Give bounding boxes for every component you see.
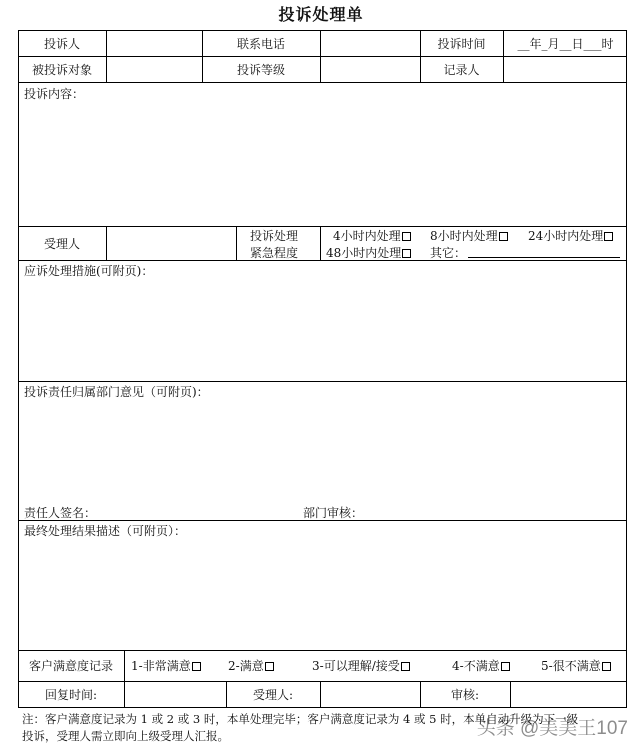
- urgency-option-label: 24小时内处理: [528, 229, 604, 243]
- recorder-field[interactable]: [504, 56, 627, 82]
- urgency-label-line2: 紧急程度: [250, 246, 299, 260]
- handler-label: 受理人: [43, 236, 80, 251]
- checkbox-icon[interactable]: [192, 662, 201, 671]
- satisfaction-option-label: 5-很不满意: [541, 659, 601, 673]
- satisfaction-option-3[interactable]: [312, 657, 410, 674]
- form-title: 投诉处理单: [278, 5, 364, 24]
- urgency-other: [430, 244, 466, 261]
- satisfaction-option-5[interactable]: [541, 657, 611, 674]
- complaint-time-label: 投诉时间: [437, 36, 486, 51]
- review-label: 审核:: [450, 688, 480, 702]
- footnote-line-1: 注：客户满意度记录为 1 或 2 或 3 时，本单处理完毕；客户满意度记录为 4 或 5 时，本单自动升级为下一级: [22, 712, 579, 726]
- divider: [18, 381, 627, 382]
- urgency-option-label: 8小时内处理: [430, 229, 498, 243]
- checkbox-icon[interactable]: [604, 232, 613, 241]
- dept-review-label: 部门审核：: [303, 506, 364, 520]
- complaint-level-label: 投诉等级: [236, 62, 285, 77]
- satisfaction-option-label: 2-满意: [228, 659, 264, 673]
- complainant-label: 投诉人: [43, 36, 80, 51]
- recorder-label: 记录人: [443, 62, 480, 77]
- complaint-level-field[interactable]: [321, 56, 420, 82]
- urgency-option-48h[interactable]: [326, 244, 411, 261]
- satisfaction-option-1[interactable]: [131, 657, 201, 674]
- checkbox-icon[interactable]: [501, 662, 510, 671]
- complaint-target-label: 被投诉对象: [31, 62, 92, 77]
- phone-field[interactable]: [321, 30, 420, 56]
- checkbox-icon[interactable]: [402, 249, 411, 258]
- satisfaction-option-2[interactable]: [228, 657, 274, 674]
- measures-label: 应诉处理措施(可附页)：: [24, 264, 154, 278]
- satisfaction-option-label: 4-不满意: [452, 659, 500, 673]
- urgency-other-label: 其它：: [430, 246, 467, 260]
- urgency-other-field[interactable]: [468, 243, 620, 258]
- complaint-content-label: 投诉内容：: [24, 87, 85, 101]
- satisfaction-option-label: 1-非常满意: [131, 659, 191, 673]
- checkbox-icon[interactable]: [602, 662, 611, 671]
- urgency-option-label: 48小时内处理: [326, 246, 402, 260]
- footnote-line-2: 投诉，受理人需立即向上级受理人汇报。: [22, 729, 229, 743]
- checkbox-icon[interactable]: [401, 662, 410, 671]
- urgency-option-8h[interactable]: [430, 227, 508, 244]
- reply-time-field[interactable]: [125, 681, 226, 708]
- divider: [124, 650, 125, 681]
- divider: [320, 226, 321, 260]
- final-result-area[interactable]: [19, 538, 626, 649]
- checkbox-icon[interactable]: [402, 232, 411, 241]
- phone-label: 联系电话: [236, 36, 285, 51]
- satisfaction-label: 客户满意度记录: [28, 659, 113, 673]
- reply-handler-field[interactable]: [321, 681, 420, 708]
- responsible-sign-label: 责任人签名：: [24, 506, 97, 520]
- complaint-content-area[interactable]: [19, 100, 626, 225]
- reply-handler-label: 受理人:: [252, 688, 294, 702]
- satisfaction-option-4[interactable]: [452, 657, 510, 674]
- dept-opinion-area[interactable]: [19, 399, 626, 499]
- complaint-target-field[interactable]: [107, 56, 202, 82]
- complainant-field[interactable]: [107, 30, 202, 56]
- complaint-time-field[interactable]: __年_月__日___时: [517, 36, 614, 51]
- urgency-label-line1: 投诉处理: [250, 229, 299, 243]
- measures-area[interactable]: [19, 278, 626, 380]
- divider: [18, 260, 627, 261]
- satisfaction-option-label: 3-可以理解/接受: [312, 659, 400, 673]
- review-field[interactable]: [511, 681, 627, 708]
- checkbox-icon[interactable]: [265, 662, 274, 671]
- reply-time-label: 回复时间:: [44, 688, 98, 702]
- watermark: 头条 @美美王107: [476, 718, 628, 739]
- handler-field[interactable]: [107, 226, 236, 260]
- urgency-option-4h[interactable]: [333, 227, 411, 244]
- dept-opinion-label: 投诉责任归属部门意见（可附页)：: [24, 385, 209, 399]
- divider: [18, 82, 627, 83]
- urgency-option-24h[interactable]: [528, 227, 613, 244]
- divider: [236, 226, 237, 260]
- final-result-label: 最终处理结果描述（可附页）：: [24, 524, 187, 538]
- urgency-option-label: 4小时内处理: [333, 229, 401, 243]
- checkbox-icon[interactable]: [499, 232, 508, 241]
